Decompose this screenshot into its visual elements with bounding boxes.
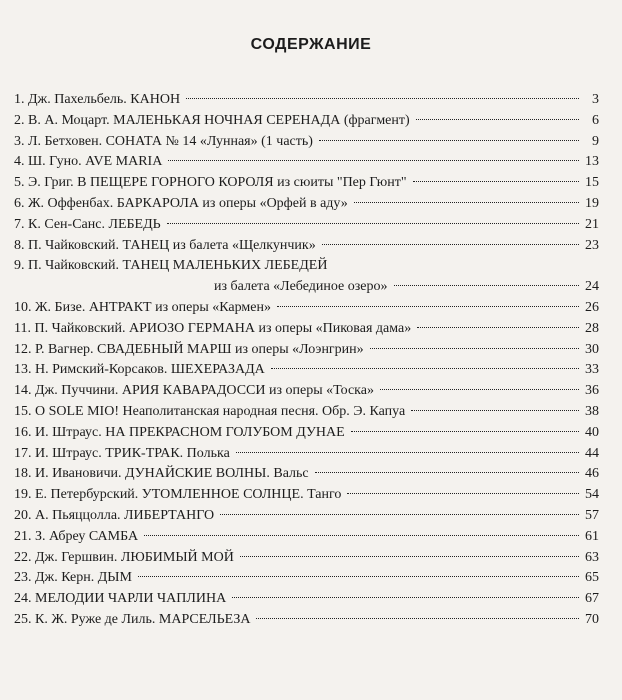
dot-leader [186,98,579,99]
toc-entry-page-number: 46 [585,466,599,482]
toc-entry-number: 24. [14,591,32,607]
toc-entry [14,152,599,173]
toc-entry-title: Дж. Пуччини. АРИЯ КАВАРАДОССИ из оперы «Тоска» [35,383,374,399]
toc-entry [14,444,599,465]
toc-entry [14,423,599,444]
toc-entry-page-number: 44 [585,445,599,461]
toc-entry [14,506,599,527]
toc-entry-number: 4. [14,154,25,170]
toc-entry-line [14,277,599,298]
toc-entry-number: 5. [14,175,25,191]
toc-entry-title: П. Чайковский. АРИОЗО ГЕРМАНА из оперы «Пиковая дама» [34,320,412,336]
toc-entry [14,298,599,319]
toc-entry-page-number: 6 [592,112,599,128]
dot-leader [138,576,579,577]
dot-leader [144,535,579,536]
toc-entry [14,589,599,610]
dot-leader [322,244,579,245]
toc-entry [14,381,599,402]
toc-entry [14,256,599,298]
toc-entry-page-number: 15 [585,175,599,191]
toc-entry-number: 16. [14,424,32,440]
toc-entry-page-number: 67 [585,591,599,607]
toc-entry-page-number: 26 [585,299,599,315]
toc-entry-page-number: 23 [585,237,599,253]
toc-entry-page-number: 30 [585,341,599,357]
dot-leader [236,452,579,453]
toc-entry-number: 25. [14,611,32,627]
toc-entry-title: И. Штраус. ТРИК-ТРАК. Полька [35,445,230,461]
dot-leader [167,223,579,224]
dot-leader [354,202,579,203]
toc-entry-number: 8. [14,237,25,253]
toc-entry [14,194,599,215]
toc-entry-line [14,256,599,277]
toc-entry-title: Дж. Керн. ДЫМ [35,570,132,586]
table-of-contents [14,90,599,631]
toc-entry-title: А. Пьяццолла. ЛИБЕРТАНГО [35,507,215,523]
toc-entry-page-number: 38 [585,403,599,419]
toc-entry-title: Н. Римский-Корсаков. ШЕХЕРАЗАДА [35,362,265,378]
toc-entry-page-number: 9 [592,133,599,149]
toc-entry-page-number: 28 [585,320,599,336]
dot-leader [380,389,579,390]
toc-entry-title: И. Штраус. НА ПРЕКРАСНОМ ГОЛУБОМ ДУНАЕ [35,424,345,440]
dot-leader [232,597,579,598]
toc-entry-page-number: 36 [585,383,599,399]
toc-entry-number: 22. [14,549,32,565]
toc-entry [14,610,599,631]
toc-entry-title: МЕЛОДИИ ЧАРЛИ ЧАПЛИНА [35,591,227,607]
toc-entry [14,132,599,153]
toc-entry-number: 20. [14,507,32,523]
toc-entry-number: 11. [14,320,31,336]
toc-entry-title: Р. Вагнер. СВАДЕБНЫЙ МАРШ из оперы «Лоэнгрин» [35,341,364,357]
toc-entry-number: 17. [14,445,32,461]
toc-entry-title: П. Чайковский. ТАНЕЦ из балета «Щелкунчик» [28,237,316,253]
page-title: СОДЕРЖАНИЕ [250,36,372,53]
toc-entry-title: Ж. Оффенбах. БАРКАРОЛА из оперы «Орфей в аду» [28,195,348,211]
dot-leader [416,119,579,120]
dot-leader [256,618,579,619]
toc-entry-page-number: 13 [585,154,599,170]
toc-entry-number: 10. [14,299,32,315]
toc-entry [14,90,599,111]
toc-entry [14,568,599,589]
toc-entry-title: К. Ж. Руже де Лиль. МАРСЕЛЬЕЗА [35,611,251,627]
toc-entry-page-number: 54 [585,487,599,503]
toc-entry-title: Ж. Бизе. АНТРАКТ из оперы «Кармен» [35,299,271,315]
toc-entry-page-number: 19 [585,195,599,211]
toc-entry-page-number: 21 [585,216,599,232]
toc-entry-number: 7. [14,216,25,232]
dot-leader [220,514,579,515]
toc-entry-page-number: 65 [585,570,599,586]
toc-entry-page-number: 24 [585,279,599,295]
toc-entry-number: 13. [14,362,32,378]
toc-entry-number: 9. [14,258,25,274]
toc-entry-page-number: 40 [585,424,599,440]
dot-leader [394,285,579,286]
toc-entry [14,319,599,340]
toc-entry-number: 23. [14,570,32,586]
toc-entry [14,402,599,423]
toc-entry [14,173,599,194]
toc-entry-number: 15. [14,403,32,419]
toc-entry [14,548,599,569]
toc-entry-title: И. Ивановичи. ДУНАЙСКИЕ ВОЛНЫ. Вальс [35,466,309,482]
toc-entry-page-number: 33 [585,362,599,378]
toc-entry [14,464,599,485]
toc-entry-number: 12. [14,341,32,357]
toc-entry-page-number: 70 [585,611,599,627]
dot-leader [319,140,579,141]
toc-entry-title: Дж. Пахельбель. КАНОН [28,92,181,107]
dot-leader [413,181,579,182]
toc-entry-subtitle: из балета «Лебединое озеро» [214,279,388,295]
dot-leader [417,327,579,328]
dot-leader [351,431,579,432]
toc-entry [14,236,599,257]
toc-entry [14,360,599,381]
toc-entry-number: 1. [14,92,25,107]
toc-entry-number: 3. [14,133,25,149]
toc-entry-title: Э. Григ. В ПЕЩЕРЕ ГОРНОГО КОРОЛЯ из сюиты "Пер Гюнт" [28,175,407,191]
toc-entry-title: Дж. Гершвин. ЛЮБИМЫЙ МОЙ [35,549,234,565]
toc-entry-title: O SOLE MIO! Неаполитанская народная песня. Обр. Э. Капуа [35,403,406,419]
toc-entry-page-number: 3 [592,92,599,107]
toc-entry-title: З. Абреу САМБА [35,528,139,544]
toc-entry-title: П. Чайковский. ТАНЕЦ МАЛЕНЬКИХ ЛЕБЕДЕЙ [28,258,328,274]
toc-entry-number: 14. [14,383,32,399]
dot-leader [370,348,579,349]
dot-leader [315,472,579,473]
dot-leader [277,306,579,307]
dot-leader [347,493,579,494]
toc-entry [14,527,599,548]
toc-entry-title: Л. Бетховен. СОНАТА № 14 «Лунная» (1 часть) [28,133,313,149]
toc-entry-title: В. А. Моцарт. МАЛЕНЬКАЯ НОЧНАЯ СЕРЕНАДА (фрагмент) [28,112,410,128]
dot-leader [271,368,579,369]
dot-leader [240,556,579,557]
toc-entry-number: 6. [14,195,25,211]
toc-entry [14,111,599,132]
toc-entry [14,340,599,361]
toc-entry-number: 19. [14,487,32,503]
toc-entry [14,485,599,506]
toc-entry-title: Е. Петербурский. УТОМЛЕННОЕ СОЛНЦЕ. Танго [35,487,342,503]
dot-leader [168,160,579,161]
toc-entry-title: К. Сен-Санс. ЛЕБЕДЬ [28,216,161,232]
toc-entry-page-number: 57 [585,507,599,523]
toc-entry-number: 2. [14,112,25,128]
dot-leader [411,410,579,411]
toc-entry-title: Ш. Гуно. AVE MARIA [28,154,163,170]
toc-entry-page-number: 63 [585,549,599,565]
toc-entry-number: 21. [14,528,32,544]
toc-entry-page-number: 61 [585,528,599,544]
toc-entry-number: 18. [14,466,32,482]
toc-entry [14,215,599,236]
